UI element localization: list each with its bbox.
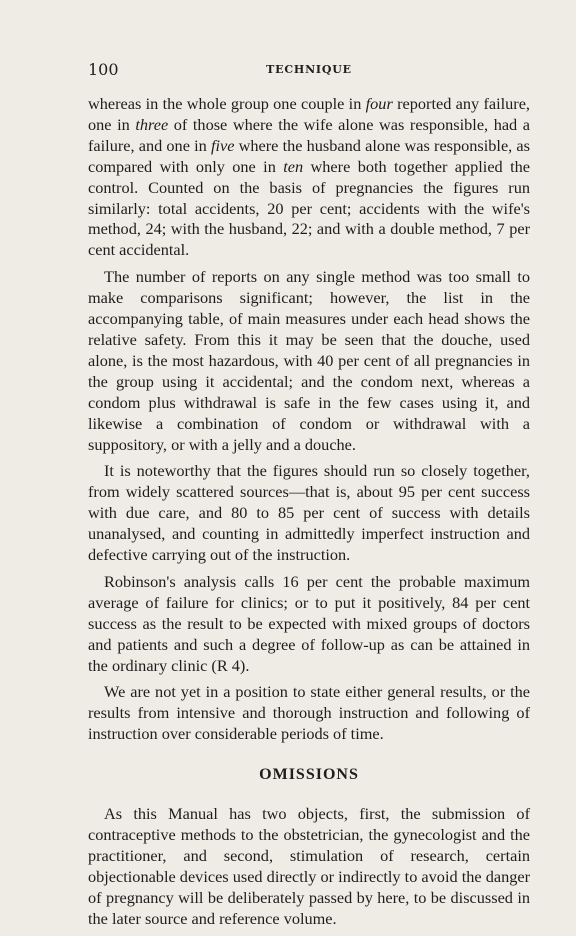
paragraph-robinson-analysis: Robinson's analysis calls 16 per cent the probable maximum average of failure for clinics; or to put it positively, 84 per cent success as the result to be expected with mixed groups of doctors and patients and such a degree of follow-up as can be attained in the ordinary clinic (R 4). <box>88 571 530 675</box>
paragraph-success-rates: It is noteworthy that the figures should run so closely together, from widely scattered sources—that is, about 95 per cent success with due care, and 80 to 85 per cent of success with details unanalysed, and counting in admittedly imperfect instruction and defective carrying out of the instruction. <box>88 461 530 565</box>
paragraph-text: where the husband alone was responsible, as compared with only one in <box>88 135 530 176</box>
paragraph-text: reported any failure, one in <box>88 94 531 134</box>
paragraph-method-safety: The number of reports on any single method was too small to make comparisons significant; however, the list in the accompanying table, of main measures under each head shows the relative safety. From this it may be seen that the douche, used alone, is the most hazardous, with 40 per cent of all pregnancies in the group using it accidental; and the condom next, whereas a condom plus withdrawal is safe in the few cases using it, and likewise a combination of condom or withdrawal with a suppository, or with a jelly and a douche. <box>88 267 530 454</box>
paragraph-omissions: As this Manual has two objects, first, the submission of contraceptive methods to the obstetrician, the gynecologist and the practitioner, and second, stimulation of research, certain objectionable devices used directly or indirectly to avoid the danger of pregnancy will be deliberately passed by here, to be discussed in the later source and reference volume. <box>88 804 530 928</box>
italic-word: four <box>365 94 393 113</box>
page-body <box>88 94 530 936</box>
paragraph-failure-rates <box>88 94 530 261</box>
paragraph-general-results: We are not yet in a position to state either general results, or the results from intensive and thorough instruction and following of instruction over considerable periods of time. <box>88 682 530 744</box>
italic-word: three <box>135 114 169 134</box>
page-header <box>88 60 530 82</box>
page-number: 100 <box>88 60 119 79</box>
section-heading: OMISSIONS <box>259 766 359 784</box>
paragraph-text: of those where the wife alone was responsible, had a failure, and one in <box>88 114 531 155</box>
running-title: TECHNIQUE <box>266 63 352 76</box>
italic-word: five <box>210 135 235 155</box>
paragraph-text: where both together applied the control. Counted on the basis of pregnancies the figures run similarly: total accidents, 20 per cent; accidents with the wife's method, 24; with the husband, 22; and with a double method, 7 per cent accidental. <box>88 156 530 260</box>
italic-word: ten <box>283 156 304 176</box>
paragraph-text: whereas in the whole group one couple in <box>88 94 366 113</box>
